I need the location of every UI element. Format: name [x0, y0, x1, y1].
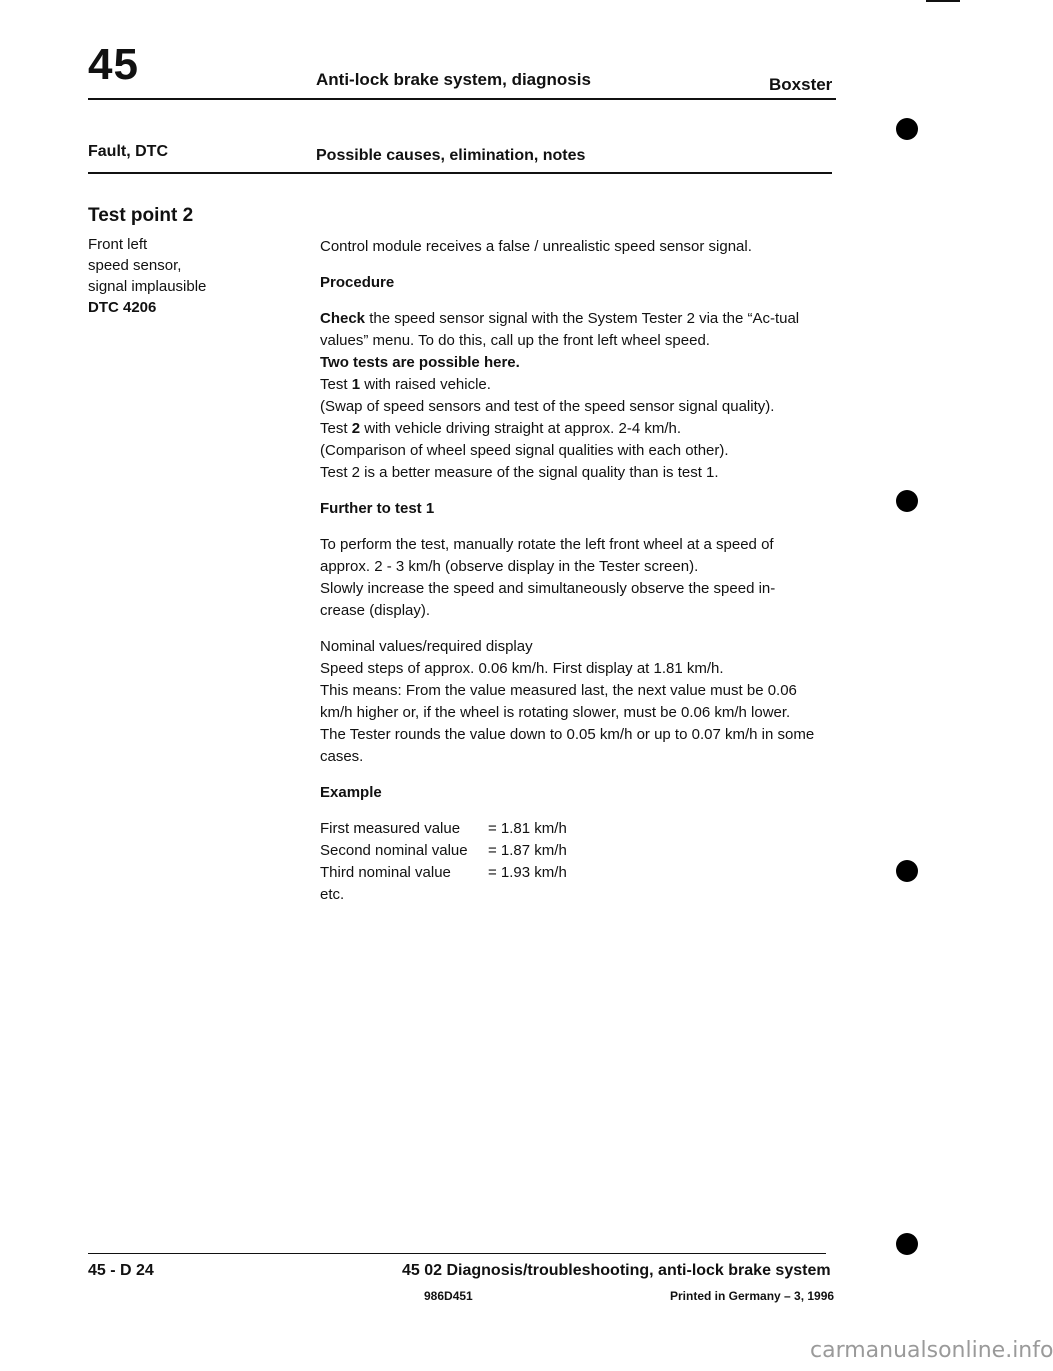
page-number: 45 - D 24: [88, 1262, 154, 1279]
column-heading-causes: Possible causes, elimination, notes: [316, 147, 586, 164]
example-row: [320, 840, 820, 862]
document-code: 986D451: [424, 1289, 473, 1303]
example-value: = 1.81 km/h: [488, 820, 567, 837]
chapter-number: 45: [88, 40, 139, 89]
example-label: Second nominal value: [320, 842, 468, 859]
test1-text: with raised vehicle.: [360, 376, 491, 393]
binder-hole-mark: [896, 860, 918, 882]
footer-rule: [88, 1253, 826, 1254]
nominal-paragraph-3: The Tester rounds the value down to 0.05 km/h or up to 0.07 km/h in some cases.: [320, 726, 815, 765]
fault-line: signal implausible: [88, 278, 207, 295]
two-tests-note: Two tests are possible here.: [320, 354, 520, 371]
nominal-paragraph-2: This means: From the value measured last, the next value must be 0.06 km/h higher or, if the wheel is rotating slower, must be 0.06 km/h lower.: [320, 682, 797, 721]
example-label: Third nominal value: [320, 864, 451, 881]
check-text: the speed sensor signal with the System Tester 2 via the “Ac-tual values” menu. To do this, call up the front left wheel speed.: [320, 310, 800, 349]
header-rule: [88, 98, 836, 100]
check-paragraph: [320, 308, 820, 352]
example-value: = 1.87 km/h: [488, 842, 567, 859]
binder-hole-mark: [896, 490, 918, 512]
example-value: = 1.93 km/h: [488, 864, 567, 881]
fault-line: speed sensor,: [88, 257, 182, 274]
example-etc: etc.: [320, 886, 345, 903]
footer-section-title: 45 02 Diagnosis/troubleshooting, anti-lock brake system: [402, 1262, 831, 1279]
test2-number: 2: [351, 420, 361, 437]
dtc-code: DTC 4206: [88, 299, 157, 316]
fault-column: [88, 205, 288, 318]
test2-note: (Comparison of wheel speed signal qualities with each other).: [320, 442, 729, 459]
binder-hole-mark: [896, 1233, 918, 1255]
test1-number: 1: [351, 376, 361, 393]
test1-line: [320, 374, 820, 396]
nominal-heading: Nominal values/required display: [320, 638, 533, 655]
notes-column: [320, 236, 820, 906]
page-title: Anti-lock brake system, diagnosis: [316, 70, 591, 89]
check-keyword: Check: [320, 310, 366, 327]
test-point-title: Test point 2: [88, 205, 194, 226]
column-heading-rule: [88, 172, 832, 174]
test2-prefix: Test: [320, 420, 352, 437]
example-heading: Example: [320, 784, 382, 801]
further-paragraph-2: Slowly increase the speed and simultaneously observe the speed in-crease (display).: [320, 580, 776, 619]
example-row: [320, 862, 820, 884]
test1-note: (Swap of speed sensors and test of the speed sensor signal quality).: [320, 398, 775, 415]
corner-rule: [926, 0, 960, 2]
print-info: Printed in Germany – 3, 1996: [670, 1289, 835, 1303]
example-label: First measured value: [320, 820, 461, 837]
test-comparison: Test 2 is a better measure of the signal quality than is test 1.: [320, 464, 719, 481]
test2-text: with vehicle driving straight at approx. 2-4 km/h.: [360, 420, 682, 437]
test2-line: [320, 418, 820, 440]
further-heading: Further to test 1: [320, 500, 435, 517]
further-paragraph-1: To perform the test, manually rotate the left front wheel at a speed of approx. 2 - 3 km/h (observe display in the Tester screen).: [320, 536, 774, 575]
example-row: [320, 818, 820, 840]
column-heading-fault: Fault, DTC: [88, 143, 168, 160]
binder-hole-mark: [896, 118, 918, 140]
nominal-paragraph-1: Speed steps of approx. 0.06 km/h. First display at 1.81 km/h.: [320, 660, 724, 677]
test1-prefix: Test: [320, 376, 352, 393]
watermark-text: carmanualsonline.info: [810, 1338, 1053, 1363]
model-name: Boxster: [769, 75, 833, 94]
intro-text: Control module receives a false / unrealistic speed sensor signal.: [320, 238, 752, 255]
procedure-heading: Procedure: [320, 274, 395, 291]
fault-line: Front left: [88, 236, 148, 253]
